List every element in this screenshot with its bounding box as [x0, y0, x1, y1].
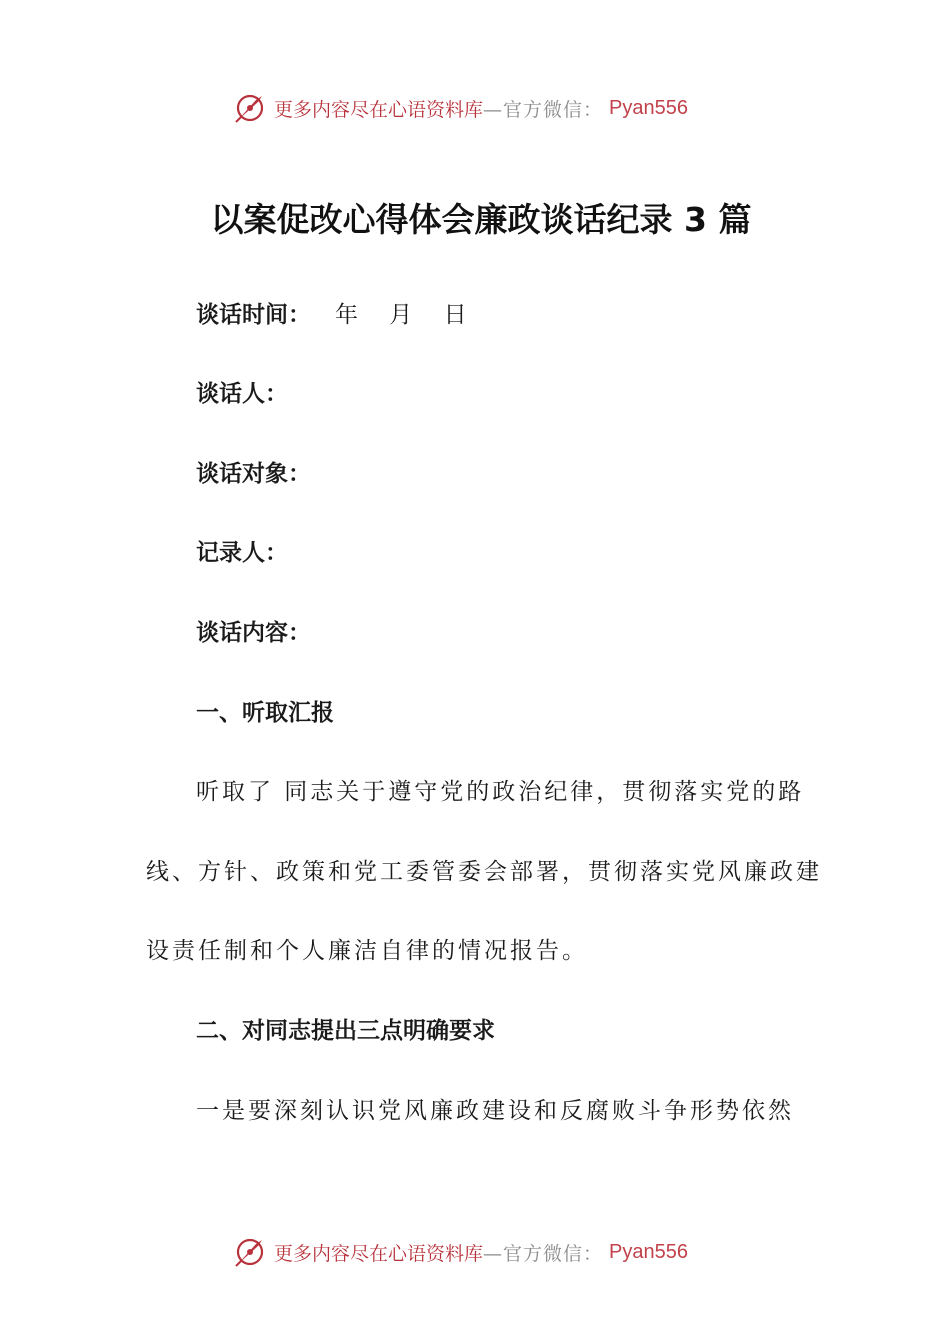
talk-time-label: 谈话时间：: [196, 302, 311, 328]
content-label: 谈话内容：: [196, 620, 311, 646]
footer-watermark: [232, 1234, 688, 1270]
quill-pen-logo-icon: [232, 1234, 268, 1270]
watermark-wechat-label: —官方微信：: [483, 98, 604, 121]
watermark-wechat-id: Pyan556: [609, 1240, 688, 1263]
watermark-wechat-label: —官方微信：: [483, 1242, 604, 1265]
paragraph-line: 线、方针、政策和党工委管委会部署，贯彻落实党风廉政建: [146, 859, 822, 885]
talk-time-field: [196, 296, 479, 329]
document-title: 以案促改心得体会廉政谈话纪录 3 篇: [210, 200, 752, 239]
paragraph-line: 设责任制和个人廉洁自律的情况报告。: [146, 938, 588, 964]
watermark-text: 更多内容尽在心语资料库: [274, 1242, 484, 1265]
section-heading-2: 二、对同志提出三点明确要求: [196, 1018, 495, 1044]
target-label: 谈话对象：: [196, 461, 311, 487]
paragraph-line: 听取了 同志关于遵守党的政治纪律，贯彻落实党的路: [196, 779, 805, 805]
header-watermark: [232, 90, 688, 126]
watermark-wechat-id: Pyan556: [609, 96, 688, 119]
recorder-label: 记录人：: [196, 540, 288, 566]
speaker-label: 谈话人：: [196, 381, 288, 407]
quill-pen-logo-icon: [232, 90, 268, 126]
paragraph-line: 一是要深刻认识党风廉政建设和反腐败斗争形势依然: [196, 1098, 794, 1124]
watermark-text: 更多内容尽在心语资料库: [274, 98, 484, 121]
section-heading-1: 一、听取汇报: [196, 700, 334, 726]
talk-time-value: 年 月 日: [335, 302, 479, 328]
